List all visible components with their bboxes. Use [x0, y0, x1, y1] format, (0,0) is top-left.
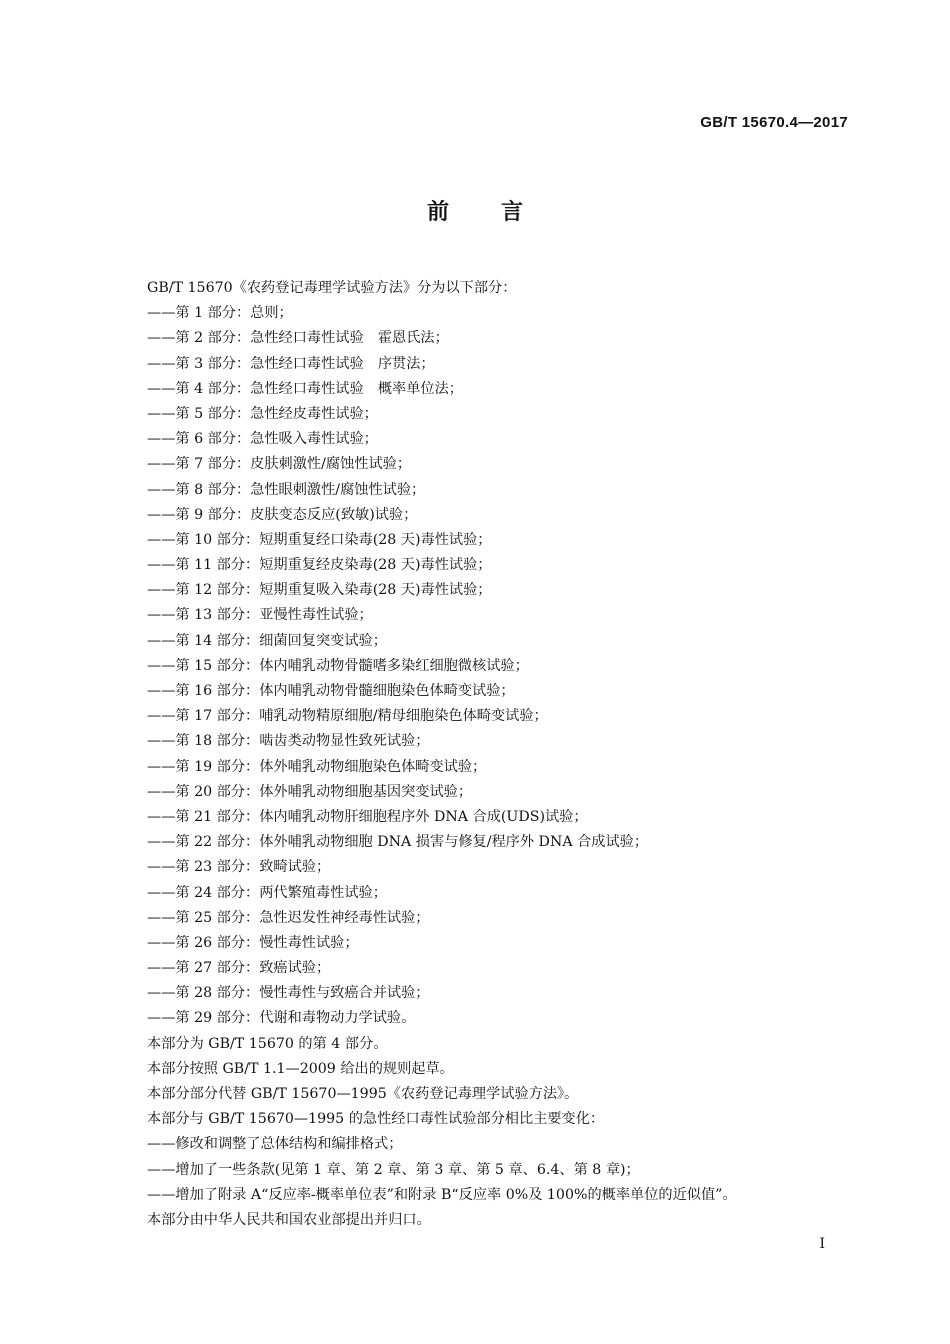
- text-line: ——第 21 部分：体内哺乳动物肝细胞程序外 DNA 合成(UDS)试验；: [147, 808, 588, 825]
- text-line: ——第 27 部分：致癌试验；: [147, 960, 331, 977]
- text-line: ——第 24 部分：两代繁殖毒性试验；: [147, 884, 387, 901]
- text-line: ——第 5 部分：急性经皮毒性试验；: [147, 405, 378, 422]
- text-line: ——第 3 部分：急性经口毒性试验 序贯法；: [147, 355, 435, 372]
- text-line: ——第 17 部分：哺乳动物精原细胞/精母细胞染色体畸变试验；: [147, 708, 548, 725]
- text-line: ——第 11 部分：短期重复经皮染毒(28 天)毒性试验；: [147, 557, 492, 574]
- text-line: ——第 26 部分：慢性毒性试验；: [147, 934, 359, 951]
- text-line: ——第 2 部分：急性经口毒性试验 霍恩氏法；: [147, 330, 449, 347]
- text-line: ——第 19 部分：体外哺乳动物细胞染色体畸变试验；: [147, 758, 487, 775]
- text-line: GB/T 15670《农药登记毒理学试验方法》分为以下部分：: [147, 280, 517, 296]
- text-line: 本部分为 GB/T 15670 的第 4 部分。: [147, 1035, 388, 1052]
- text-line: 本部分按照 GB/T 1.1—2009 给出的规则起草。: [147, 1060, 454, 1077]
- text-line: ——第 28 部分：慢性毒性与致癌合并试验；: [147, 985, 430, 1002]
- text-line: 本部分与 GB/T 15670—1995 的急性经口毒性试验部分相比主要变化：: [147, 1111, 605, 1128]
- text-line: 本部分部分代替 GB/T 15670—1995《农药登记毒理学试验方法》。: [147, 1086, 579, 1102]
- page-title: 前言: [426, 200, 575, 225]
- text-line: ——第 6 部分：急性吸入毒性试验；: [147, 431, 378, 448]
- text-line: ——第 7 部分：皮肤刺激性/腐蚀性试验；: [147, 456, 412, 473]
- text-line: ——第 9 部分：皮肤变态反应(致敏)试验；: [147, 506, 418, 523]
- foreword-body: [147, 276, 867, 1233]
- text-line: ——第 13 部分：亚慢性毒性试验；: [147, 607, 373, 624]
- text-line: ——第 22 部分：体外哺乳动物细胞 DNA 损害与修复/程序外 DNA 合成试验；: [147, 834, 649, 851]
- text-line: ——第 25 部分：急性迟发性神经毒性试验；: [147, 909, 430, 926]
- text-line: ——第 23 部分：致畸试验；: [147, 859, 331, 876]
- page-number: I: [819, 1236, 825, 1252]
- text-line: ——第 16 部分：体内哺乳动物骨髓细胞染色体畸变试验；: [147, 683, 515, 699]
- text-line: ——第 4 部分：急性经口毒性试验 概率单位法；: [147, 380, 463, 397]
- text-line: 本部分由中华人民共和国农业部提出并归口。: [147, 1211, 431, 1228]
- text-line: ——第 8 部分：急性眼刺激性/腐蚀性试验；: [147, 481, 426, 498]
- text-line: ——第 14 部分：细菌回复突变试验；: [147, 632, 387, 649]
- text-line: ——第 12 部分：短期重复吸入染毒(28 天)毒性试验；: [147, 582, 492, 599]
- text-line: ——第 20 部分：体外哺乳动物细胞基因突变试验；: [147, 783, 473, 800]
- text-line: ——第 29 部分：代谢和毒物动力学试验。: [147, 1010, 416, 1027]
- text-line: ——第 18 部分：啮齿类动物显性致死试验；: [147, 733, 430, 750]
- text-line: ——修改和调整了总体结构和编排格式；: [147, 1136, 403, 1153]
- text-line: ——第 15 部分：体内哺乳动物骨髓嗜多染红细胞微核试验；: [147, 657, 529, 674]
- standard-number: GB/T 15670.4—2017: [700, 114, 848, 131]
- text-line: ——增加了附录 A“反应率-概率单位表”和附录 B“反应率 0%及 100%的概率单位的近似值”。: [147, 1186, 737, 1203]
- text-line: ——第 10 部分：短期重复经口染毒(28 天)毒性试验；: [147, 531, 492, 548]
- text-line: ——增加了一些条款(见第 1 章、第 2 章、第 3 章、第 5 章、6.4、第 8 章)；: [147, 1161, 640, 1178]
- text-line: ——第 1 部分：总则；: [147, 305, 293, 322]
